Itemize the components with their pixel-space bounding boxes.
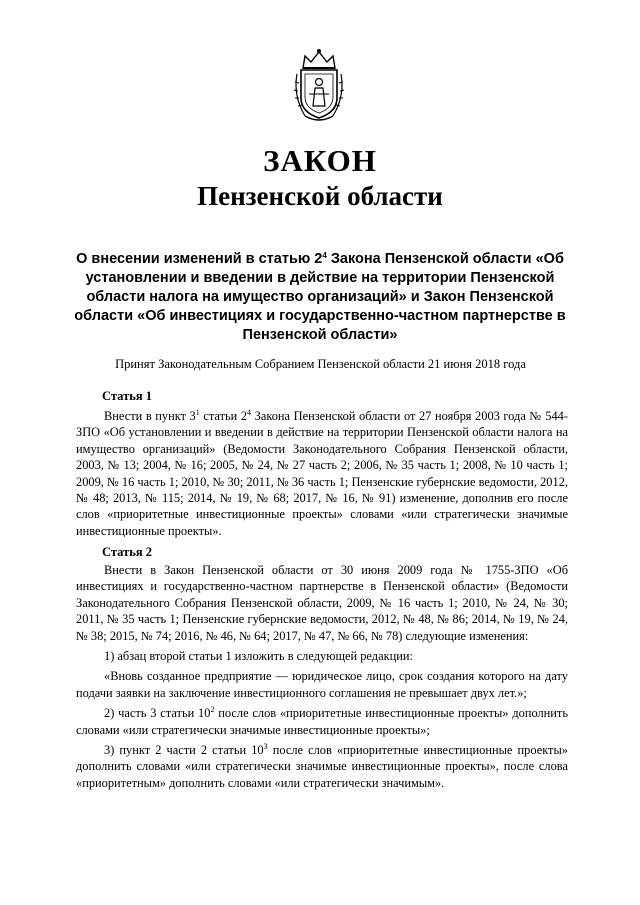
article-2-item-1: 1) абзац второй статьи 1 изложить в следующей редакции: [104,649,413,664]
document-subtitle: Пензенской области [197,181,443,211]
article-1-title: Статья 1 [102,389,152,403]
penza-region-coat-of-arms-icon [291,48,347,122]
article-1-body [76,408,568,539]
article-2-intro: Внести в Закон Пензенской области от 30 июня 2009 года № 1755-ЗПО «Об инвестициях и государственно-частном партнерстве в Пензенской области» (Ведомости Законодательного Собрания Пензенской области, 2009, № 16 часть 1; 2010, № 24, № 30; 2011, № 35 часть 1; Пензенские губернские ведомости, 2012, № 48, № 86; 2014, № 19, № 24, № 38; 2015, № 74; 2016, № 46, № 64; 2017, № 47, № 66, № 78) следующие изменения: [76,563,568,643]
article-1-paragraph: Внести в пункт $3^1$ статьи $2^4$ Закона Пензенской области от 27 ноября 2003 года № 544-ЗПО «Об установлении и введении в действие на территории Пензенской области налога на имущество организаций» (Ведомости Законодательного Собрания Пензенской области, 2003, № 13; 2004, № 16; 2005, № 24, № 27 часть 2; 2006, № 35 часть 1; 2008, № 10 часть 1; 2009, № 16 часть 1; 2010, № 30; 2011, № 36 часть 1; Пензенские губернские ведомости, 2012, № 48; 2013, № 115; 2014, № 19, № 68; 2017, № 16, № 91) изменение, дополнив его после слов «приоритетные инвестиционные проекты» словами «или стратегически значимые инвестиционные проекты». [76,408,568,538]
heading-text-end: Закона Пензенской области «Об установлении и введении в действие на территории Пензенской области налога на имущество организаций» и Закон Пензенской области «Об инвестициях и государственно-частном партнерстве в Пензенской области» [74,251,566,343]
article-2-quote: «Вновь созданное предприятие — юридическое лицо, срок создания которого на дату подачи заявки на заключение инвестиционного соглашения не превышает двух лет.»; [76,669,568,700]
article-2-item-2: 2) часть 3 статьи $10^2$ после слов «приоритетные инвестиционные проекты» дополнить словами «или стратегически значимые инвестиционные проекты»; [76,705,568,737]
document-title: ЗАКОН [263,143,377,178]
article-2-item-3: 3) пункт 2 части 2 статьи $10^3$ после слов «приоритетные инвестиционные проекты» дополнить словами «или стратегически значимые инвестиционные проекты», после слова «приоритетным» дополнить словами «или стратегически значимым». [76,742,568,790]
law-heading [70,250,570,345]
heading-text-start: О внесении изменений в статью 2 [76,251,323,267]
article-2-title: Статья 2 [102,545,152,559]
heading-superscript: 4 [322,251,327,260]
adoption-note: Принят Законодательным Собранием Пензенской области 21 июня 2018 года [115,357,526,371]
article-2-body [76,562,568,791]
